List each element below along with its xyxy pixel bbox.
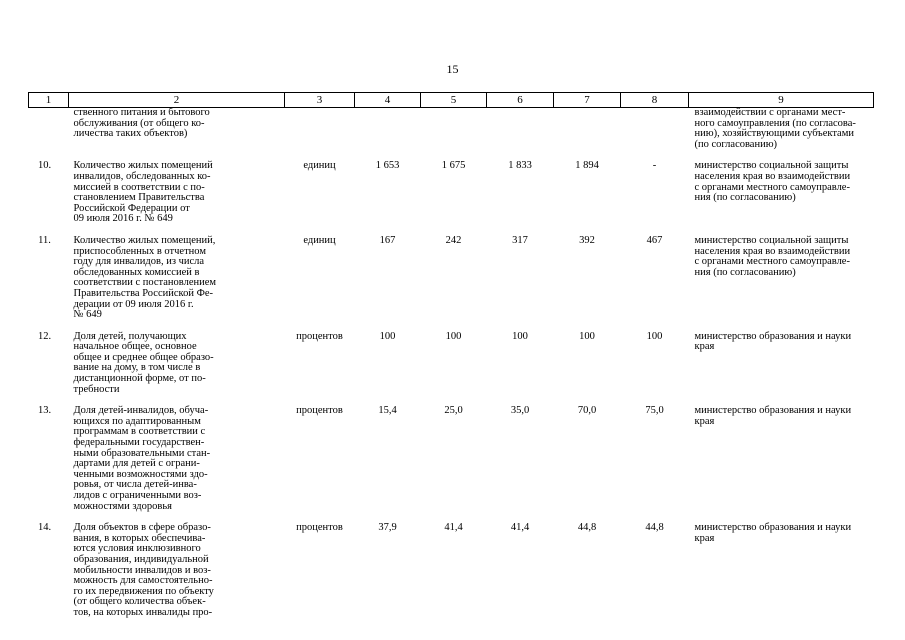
value-col-7: 44,8 xyxy=(577,522,597,534)
value-col-8: 75,0 xyxy=(645,405,664,417)
value-col-8: 100 xyxy=(646,330,663,342)
value-col-5: 100 xyxy=(445,330,462,342)
responsible-executor: министерство образования и науки края xyxy=(694,522,852,544)
value-col-8: 467 xyxy=(646,234,663,246)
row-number: 11. xyxy=(38,234,51,246)
responsible-executor: министерство социальной защиты населения края во взаимодействии с органами местного самоуправле- ния (по согласованию) xyxy=(694,234,851,278)
table-row xyxy=(29,231,874,327)
value-col-6: 1 833 xyxy=(508,160,532,172)
responsible-executor: министерство образования и науки края xyxy=(694,330,852,353)
continuation-row xyxy=(29,108,874,157)
indicator-name: ственного питания и бытового обслуживания (от общего ко- личества таких объектов) xyxy=(73,107,210,140)
col-header-9: 9 xyxy=(689,93,874,108)
table-row xyxy=(29,401,874,518)
value-col-7: 100 xyxy=(579,330,595,342)
unit: единиц xyxy=(303,160,336,172)
indicator-name: Количество жилых помещений инвалидов, обследованных ко- миссией в соответствии с по- становлением Правительства Российской Федерации от 09 июля 2016 г. № 649 xyxy=(73,160,213,225)
value-col-6: 41,4 xyxy=(510,522,530,534)
col-header-4: 4 xyxy=(355,93,421,108)
header-row xyxy=(29,93,874,108)
value-col-5: 41,4 xyxy=(444,522,463,534)
responsible-executor: министерство образования и науки края xyxy=(694,405,852,427)
responsible-executor: министерство социальной защиты населения края во взаимодействии с органами местного самоуправле- ния (по согласованию) xyxy=(694,160,851,204)
value-col-4: 100 xyxy=(379,330,396,342)
table-row xyxy=(29,327,874,402)
unit: процентов xyxy=(296,405,343,417)
indicator-name: Доля детей-инвалидов, обуча- ющихся по адаптированным программам в соответствии с федеральными государствен- ными образовательными стан- дартами для детей с ограни- ченными возможностями здо- ровья, от числа детей-инва- лидов с ограниченными воз- можностями здоровья xyxy=(73,405,211,512)
col-header-8: 8 xyxy=(621,93,689,108)
value-col-8: 44,8 xyxy=(645,522,664,534)
unit: единиц xyxy=(303,234,336,246)
value-col-5: 25,0 xyxy=(444,405,463,417)
value-col-7: 392 xyxy=(579,234,595,246)
table-row xyxy=(29,156,874,231)
col-header-2: 2 xyxy=(69,93,285,108)
value-col-4: 167 xyxy=(379,234,396,246)
row-number: 13. xyxy=(37,405,52,417)
value-col-4: 15,4 xyxy=(378,405,397,417)
col-header-6: 6 xyxy=(487,93,554,108)
value-col-6: 35,0 xyxy=(510,405,530,417)
row-number: 14. xyxy=(37,522,52,534)
col-header-7: 7 xyxy=(554,93,621,108)
page-number: 15 xyxy=(446,62,459,76)
value-col-7: 70,0 xyxy=(577,405,597,417)
value-col-8: - xyxy=(652,160,657,172)
unit: процентов xyxy=(296,522,343,534)
col-header-1: 1 xyxy=(29,93,69,108)
value-col-5: 242 xyxy=(445,234,462,246)
indicator-name: Доля детей, получающих начальное общее, основное общее и среднее общее образо- вание на дому, в том числе в дистанционной форме, от по- требности xyxy=(73,330,214,395)
col-header-5: 5 xyxy=(421,93,487,108)
value-col-4: 1 653 xyxy=(375,160,400,172)
col-header-3: 3 xyxy=(285,93,355,108)
indicator-name: Количество жилых помещений, приспособленных в отчетном году для инвалидов, из числа обследованных комиссией в соответствии с постановлением Правительства Российской Фе- дерации от 09 июля 2016 г. № 649 xyxy=(73,234,217,321)
responsible-executor: взаимодействии с органами мест- ного самоуправления (по согласова- нию), хозяйствующими субъектами (по согласованию) xyxy=(694,107,856,150)
indicator-name: Доля объектов в сфере образо- вания, в которых обеспечива- ются условия инклюзивного образования, индивидуальной мобильности инвалидов и воз- можность для самостоятельно- го их передвижения по объекту (от общего количества объек- тов, на которых инвалиды про- xyxy=(73,522,214,618)
row-number: 10. xyxy=(37,160,52,172)
value-col-5: 1 675 xyxy=(441,160,466,172)
value-col-7: 1 894 xyxy=(575,160,599,172)
unit: процентов xyxy=(296,330,343,342)
row-number: 12. xyxy=(37,330,52,342)
indicators-table xyxy=(28,92,874,625)
value-col-6: 100 xyxy=(512,330,528,342)
value-col-4: 37,9 xyxy=(378,522,397,534)
value-col-6: 317 xyxy=(512,234,528,246)
table-row xyxy=(29,518,874,624)
